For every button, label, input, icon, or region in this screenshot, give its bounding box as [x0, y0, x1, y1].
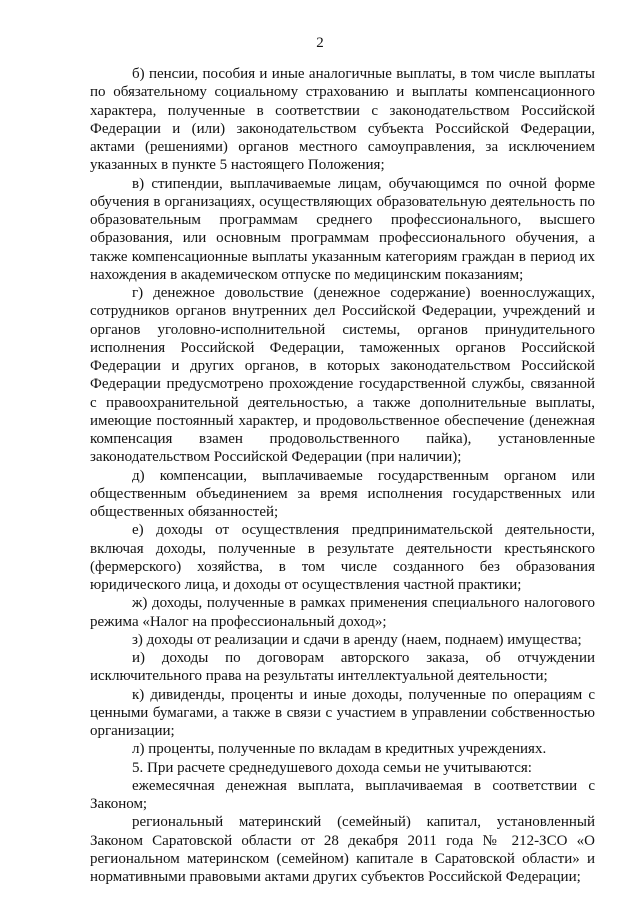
paragraph-e-business-income: е) доходы от осуществления предпринимательской деятельности, включая доходы, полученные в результате деятельности крестьянского (фермерского) хозяйства, в том числе созданного без образования юридического лица, и доходы от осуществления частной практики; [90, 522, 595, 593]
page-number: 2 [316, 35, 324, 51]
paragraph-g-allowance: г) денежное довольствие (денежное содержание) военнослужащих, сотрудников органов внутренних дел Российской Федерации, учреждений и органов уголовно-исполнительной системы, органов принудительного исполнения Российской Федерации, таможенных органов Российской Федерации и других органов, в которых законодательством Российской Федерации предусмотрено прохождение государственной службы, связанной с правоохранительной деятельностью, а также дополнительные выплаты, имеющие постоянный характер, и продовольственное обеспечение (денежная компенсация взамен продовольственного пайка), установленные законодательством Российской Федерации (при наличии); [90, 285, 595, 466]
paragraph-zh-professional-income: ж) доходы, полученные в рамках применения специального налогового режима «Налог на профессиональный доход»; [90, 595, 595, 630]
document-body [90, 65, 595, 886]
paragraph-monthly-payment: ежемесячная денежная выплата, выплачиваемая в соответствии с Законом; [90, 777, 595, 812]
paragraph-k-dividends: к) дивиденды, проценты и иные доходы, полученные по операциям с ценными бумагами, а также в связи с участием в управлении собственностью организации; [90, 686, 595, 739]
paragraph-d-compensation: д) компенсации, выплачиваемые государственным органом или общественным объединением за время исполнения государственных или общественных обязанностей; [90, 467, 595, 520]
paragraph-v-stipends: в) стипендии, выплачиваемые лицам, обучающимся по очной форме обучения в организациях, осуществляющих образовательную деятельность по образовательным программам среднего профессионального, высшего образования, или основным программам профессионального обучения, а также компенсационные выплаты указанным категориям граждан в период их нахождения в академическом отпуске по медицинским показаниям; [90, 175, 595, 283]
paragraph-i-author-contracts: и) доходы по договорам авторского заказа, об отчуждении исключительного права на результаты интеллектуальной деятельности; [90, 650, 595, 685]
paragraph-l-deposit-interest: л) проценты, полученные по вкладам в кредитных учреждениях. [132, 741, 547, 758]
paragraph-5-exclusions: 5. При расчете среднедушевого дохода семьи не учитываются: [132, 759, 532, 776]
paragraph-maternity-capital: региональный материнский (семейный) капитал, установленный Законом Саратовской области от 28 декабря 2011 года № 212-ЗСО «О региональном материнском (семейном) капитале в Саратовской области» и нормативными правовыми актами других субъектов Российской Федерации; [90, 814, 595, 885]
paragraph-b-pensions: б) пенсии, пособия и иные аналогичные выплаты, в том числе выплаты по обязательному социальному страхованию и выплаты компенсационного характера, полученные в соответствии с законодательством Российской Федерации и (или) законодательством субъекта Российской Федерации, актами (решениями) органов местного самоуправления, за исключением указанных в пункте 5 настоящего Положения; [90, 66, 595, 174]
paragraph-z-property-income: з) доходы от реализации и сдачи в аренду (наем, поднаем) имущества; [132, 631, 582, 648]
